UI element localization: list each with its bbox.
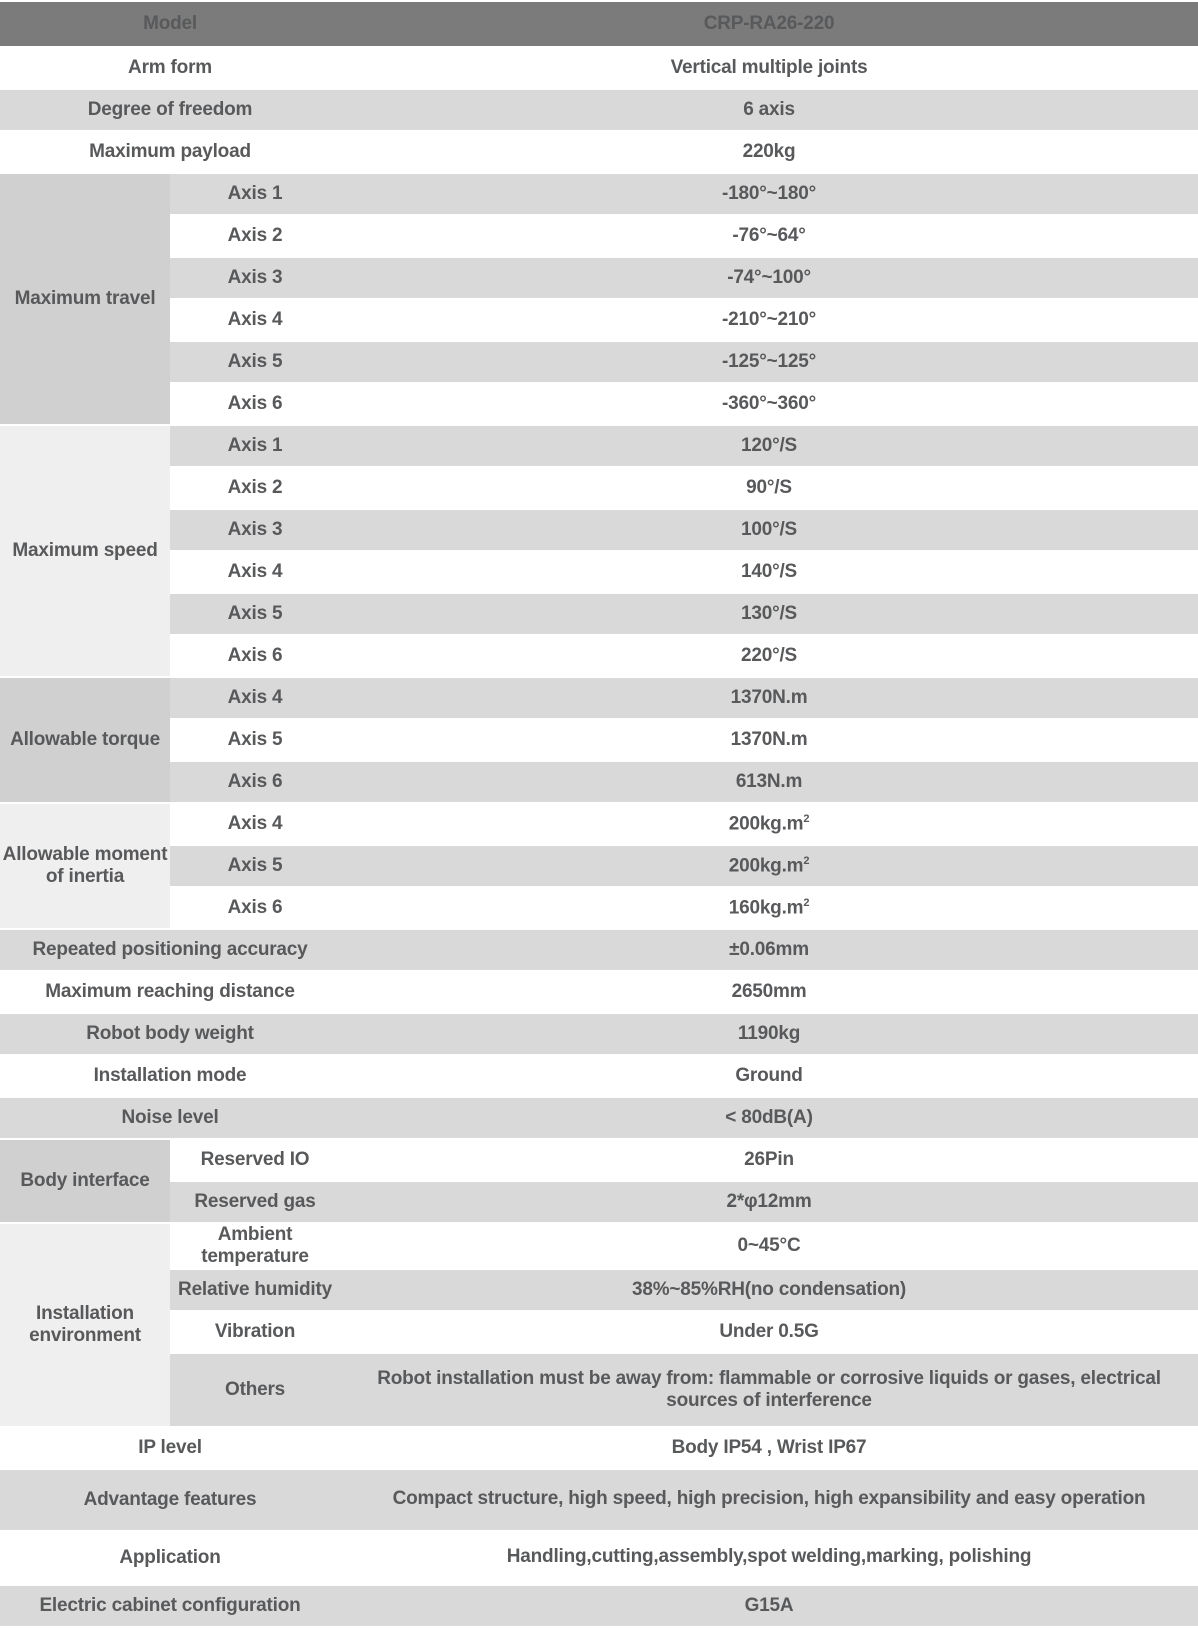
row-label-weight: Robot body weight: [0, 1014, 340, 1054]
inertia-axis5-exponent: 2: [803, 854, 810, 867]
table-row: [0, 1014, 1198, 1054]
row-value-accuracy: ±0.06mm: [340, 930, 1198, 970]
sub-label-torque-axis4: Axis 4: [170, 678, 340, 718]
row-label-reach: Maximum reaching distance: [0, 972, 340, 1012]
sub-label-reserved-gas: Reserved gas: [170, 1182, 340, 1222]
sub-label-torque-axis5: Axis 5: [170, 720, 340, 760]
row-label-advantages: Advantage features: [0, 1470, 340, 1530]
sub-label-ambient-temperature: Ambient temperature: [170, 1224, 340, 1268]
table-row: [0, 972, 1198, 1012]
row-value-max-payload: 220kg: [340, 132, 1198, 172]
group-label-body-interface: Body interface: [0, 1140, 170, 1222]
sub-label-speed-axis6: Axis 6: [170, 636, 340, 676]
sub-label-vibration: Vibration: [170, 1312, 340, 1352]
inertia-axis4-number: 200kg.m: [728, 813, 804, 835]
row-value-torque-axis6: 613N.m: [340, 762, 1198, 802]
group-label-max-speed: Maximum speed: [0, 426, 170, 676]
table-row: [0, 342, 1198, 382]
row-label-ip-level: IP level: [0, 1428, 340, 1468]
table-row: [0, 1270, 1198, 1310]
sub-label-travel-axis1: Axis 1: [170, 174, 340, 214]
row-value-speed-axis2: 90°/S: [340, 468, 1198, 508]
row-value-speed-axis6: 220°/S: [340, 636, 1198, 676]
row-label-max-payload: Maximum payload: [0, 132, 340, 172]
row-value-arm-form: Vertical multiple joints: [340, 48, 1198, 88]
row-value-travel-axis2: -76°~64°: [340, 216, 1198, 256]
table-row: [0, 1312, 1198, 1352]
table-row: [0, 888, 1198, 928]
header-model-value: CRP-RA26-220: [340, 2, 1198, 46]
table-row: [0, 678, 1198, 718]
sub-label-speed-axis1: Axis 1: [170, 426, 340, 466]
table-row: [0, 636, 1198, 676]
table-row: [0, 1056, 1198, 1096]
row-value-torque-axis4: 1370N.m: [340, 678, 1198, 718]
sub-label-relative-humidity: Relative humidity: [170, 1270, 340, 1310]
table-row: [0, 468, 1198, 508]
inertia-axis6-number: 160kg.m: [728, 897, 804, 919]
row-value-vibration: Under 0.5G: [340, 1312, 1198, 1352]
row-value-reach: 2650mm: [340, 972, 1198, 1012]
row-value-inertia-axis5: [340, 846, 1198, 886]
row-label-noise: Noise level: [0, 1098, 340, 1138]
sub-label-inertia-axis6: Axis 6: [170, 888, 340, 928]
row-value-relative-humidity: 38%~85%RH(no condensation): [340, 1270, 1198, 1310]
row-value-advantages: Compact structure, high speed, high precision, high expansibility and easy operation: [340, 1470, 1198, 1530]
table-row: [0, 846, 1198, 886]
row-value-ip-level: Body IP54 , Wrist IP67: [340, 1428, 1198, 1468]
row-value-cabinet: G15A: [340, 1586, 1198, 1626]
row-value-inertia-axis4: [340, 804, 1198, 844]
table-row: [0, 804, 1198, 844]
group-label-install-env: Installation environment: [0, 1224, 170, 1426]
table-row: [0, 174, 1198, 214]
table-row: [0, 300, 1198, 340]
sub-label-reserved-io: Reserved IO: [170, 1140, 340, 1180]
table-row: [0, 1354, 1198, 1426]
header-model-label: Model: [0, 2, 340, 46]
sub-label-travel-axis4: Axis 4: [170, 300, 340, 340]
table-row: [0, 1428, 1198, 1468]
sub-label-travel-axis2: Axis 2: [170, 216, 340, 256]
row-value-install-mode: Ground: [340, 1056, 1198, 1096]
row-value-ambient-temperature: 0~45°C: [340, 1224, 1198, 1268]
sub-label-inertia-axis4: Axis 4: [170, 804, 340, 844]
inertia-axis4-exponent: 2: [803, 812, 810, 825]
sub-label-speed-axis4: Axis 4: [170, 552, 340, 592]
row-value-travel-axis3: -74°~100°: [340, 258, 1198, 298]
table-row: [0, 552, 1198, 592]
sub-label-others: Others: [170, 1354, 340, 1426]
table-row: [0, 1470, 1198, 1530]
table-row: [0, 1224, 1198, 1268]
sub-label-travel-axis3: Axis 3: [170, 258, 340, 298]
row-value-travel-axis6: -360°~360°: [340, 384, 1198, 424]
row-value-speed-axis5: 130°/S: [340, 594, 1198, 634]
row-value-reserved-gas: 2*φ12mm: [340, 1182, 1198, 1222]
sub-label-speed-axis3: Axis 3: [170, 510, 340, 550]
row-value-travel-axis1: -180°~180°: [340, 174, 1198, 214]
sub-label-torque-axis6: Axis 6: [170, 762, 340, 802]
row-value-speed-axis3: 100°/S: [340, 510, 1198, 550]
row-value-others: Robot installation must be away from: flammable or corrosive liquids or gases, electrical sources of interference: [340, 1354, 1198, 1426]
row-value-reserved-io: 26Pin: [340, 1140, 1198, 1180]
row-value-torque-axis5: 1370N.m: [340, 720, 1198, 760]
table-row: [0, 762, 1198, 802]
table-row: [0, 132, 1198, 172]
table-header-row: [0, 2, 1198, 46]
row-value-speed-axis4: 140°/S: [340, 552, 1198, 592]
row-value-speed-axis1: 120°/S: [340, 426, 1198, 466]
table-row: [0, 384, 1198, 424]
row-value-travel-axis4: -210°~210°: [340, 300, 1198, 340]
table-row: [0, 258, 1198, 298]
sub-label-speed-axis2: Axis 2: [170, 468, 340, 508]
table-row: [0, 1532, 1198, 1584]
table-row: [0, 426, 1198, 466]
row-label-dof: Degree of freedom: [0, 90, 340, 130]
row-value-dof: 6 axis: [340, 90, 1198, 130]
table-row: [0, 510, 1198, 550]
sub-label-travel-axis5: Axis 5: [170, 342, 340, 382]
row-value-noise: < 80dB(A): [340, 1098, 1198, 1138]
row-value-travel-axis5: -125°~125°: [340, 342, 1198, 382]
table-row: [0, 1098, 1198, 1138]
row-label-arm-form: Arm form: [0, 48, 340, 88]
sub-label-speed-axis5: Axis 5: [170, 594, 340, 634]
table-row: [0, 90, 1198, 130]
table-row: [0, 1182, 1198, 1222]
inertia-axis6-exponent: 2: [803, 896, 810, 909]
sub-label-inertia-axis5: Axis 5: [170, 846, 340, 886]
row-label-application: Application: [0, 1532, 340, 1584]
table-row: [0, 930, 1198, 970]
group-label-allowable-moment: Allowable moment of inertia: [0, 804, 170, 928]
row-value-inertia-axis6: [340, 888, 1198, 928]
table-row: [0, 1140, 1198, 1180]
row-value-application: Handling,cutting,assembly,spot welding,marking, polishing: [340, 1532, 1198, 1584]
table-row: [0, 216, 1198, 256]
group-label-max-travel: Maximum travel: [0, 174, 170, 424]
row-label-cabinet: Electric cabinet configuration: [0, 1586, 340, 1626]
table-row: [0, 594, 1198, 634]
row-label-accuracy: Repeated positioning accuracy: [0, 930, 340, 970]
table-row: [0, 48, 1198, 88]
table-row: [0, 720, 1198, 760]
row-label-install-mode: Installation mode: [0, 1056, 340, 1096]
row-value-weight: 1190kg: [340, 1014, 1198, 1054]
sub-label-travel-axis6: Axis 6: [170, 384, 340, 424]
inertia-axis5-number: 200kg.m: [728, 855, 804, 877]
group-label-allowable-torque: Allowable torque: [0, 678, 170, 802]
table-row: [0, 1586, 1198, 1626]
